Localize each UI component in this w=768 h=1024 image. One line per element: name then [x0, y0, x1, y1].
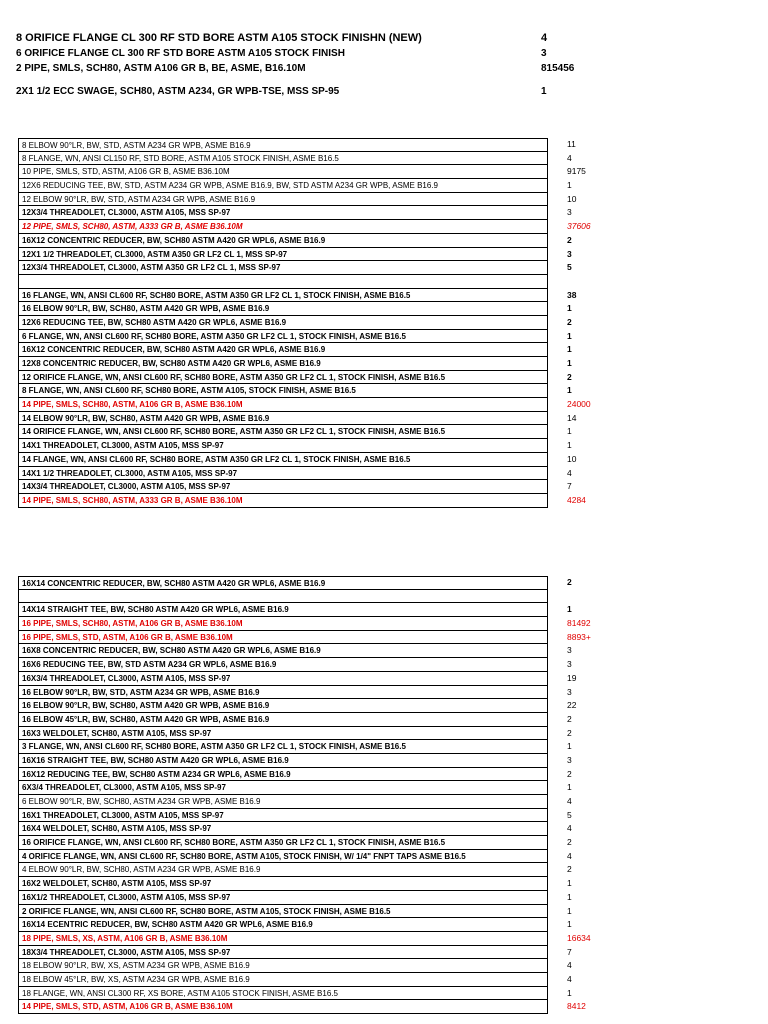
item-description: 12X8 CONCENTRIC REDUCER, BW, SCH80 ASTM A420 GR WPL6, ASME B16.9	[18, 357, 548, 371]
item-quantity: 7	[567, 946, 572, 957]
table-row	[18, 289, 618, 303]
item-description: 12X3/4 THREADOLET, CL3000, ASTM A105, MSS SP-97	[18, 206, 548, 220]
item-description: 8 FLANGE, WN, ANSI CL600 RF, SCH80 BORE, ASTM A105, STOCK FINISH, ASME B16.5	[18, 384, 548, 398]
table-row	[18, 480, 618, 494]
item-quantity: 2	[567, 837, 572, 848]
item-description: 14X1 THREADOLET, CL3000, ASTM A105, MSS SP-97	[18, 439, 548, 453]
item-description: 16X4 WELDOLET, SCH80, ASTM A105, MSS SP-97	[18, 822, 548, 836]
item-quantity: 5	[567, 262, 572, 273]
table-row	[18, 371, 618, 385]
item-quantity: 4	[567, 152, 572, 163]
table-row	[18, 425, 618, 439]
table-row	[18, 946, 618, 960]
item-description: 16X3/4 THREADOLET, CL3000, ASTM A105, MSS SP-97	[18, 672, 548, 686]
table-row	[18, 877, 618, 891]
table-row	[18, 412, 618, 426]
header-line-3-desc: 2 PIPE, SMLS, SCH80, ASTM A106 GR B, BE, ASME, B16.10M	[16, 63, 306, 74]
item-quantity: 1	[567, 891, 572, 902]
item-quantity: 10	[567, 453, 577, 464]
table-row	[18, 822, 618, 836]
item-quantity: 1	[567, 180, 572, 191]
item-quantity: 37606	[567, 221, 591, 232]
item-description: 18X3/4 THREADOLET, CL3000, ASTM A105, MSS SP-97	[18, 946, 548, 960]
item-quantity: 4	[567, 960, 572, 971]
item-quantity: 19	[567, 672, 577, 683]
item-quantity: 4	[567, 973, 572, 984]
item-quantity: 81492	[567, 618, 591, 629]
item-description: 14 PIPE, SMLS, STD, ASTM, A106 GR B, ASME B36.10M	[18, 1000, 548, 1014]
item-description	[18, 275, 548, 289]
item-quantity: 1	[567, 919, 572, 930]
table-row	[18, 398, 618, 412]
item-description: 6 ELBOW 90°LR, BW, SCH80, ASTM A234 GR WPB, ASME B16.9	[18, 795, 548, 809]
item-quantity: 1	[567, 782, 572, 793]
item-description: 16X1/2 THREADOLET, CL3000, ASTM A105, MSS SP-97	[18, 891, 548, 905]
item-description: 14X3/4 THREADOLET, CL3000, ASTM A105, MSS SP-97	[18, 480, 548, 494]
table-row	[18, 905, 618, 919]
item-description: 8 ELBOW 90°LR, BW, STD, ASTM A234 GR WPB, ASME B16.9	[18, 138, 548, 152]
item-quantity: 3	[567, 686, 572, 697]
table-row	[18, 193, 618, 207]
item-quantity: 3	[567, 754, 572, 765]
item-description: 12 PIPE, SMLS, SCH80, ASTM, A333 GR B, ASME B36.10M	[18, 220, 548, 234]
item-description: 16X12 CONCENTRIC REDUCER, BW, SCH80 ASTM A420 GR WPL6, ASME B16.9	[18, 343, 548, 357]
item-description: 14X14 STRAIGHT TEE, BW, SCH80 ASTM A420 GR WPL6, ASME B16.9	[18, 603, 548, 617]
table-row	[18, 179, 618, 193]
item-description: 16 ELBOW 90°LR, BW, SCH80, ASTM A420 GR WPB, ASME B16.9	[18, 302, 548, 316]
item-quantity: 4	[567, 823, 572, 834]
item-quantity: 4	[567, 467, 572, 478]
item-description: 16X14 CONCENTRIC REDUCER, BW, SCH80 ASTM A420 GR WPL6, ASME B16.9	[18, 576, 548, 590]
item-description: 16X16 STRAIGHT TEE, BW, SCH80 ASTM A420 GR WPL6, ASME B16.9	[18, 754, 548, 768]
item-description: 4 ORIFICE FLANGE, WN, ANSI CL600 RF, SCH80 BORE, ASTM A105, STOCK FINISH, W/ 1/4" FNPT TAPS ASME B16.5	[18, 850, 548, 864]
table-row	[18, 330, 618, 344]
table-row	[18, 248, 618, 262]
table-row	[18, 343, 618, 357]
table-row	[18, 918, 618, 932]
item-quantity: 38	[567, 289, 577, 300]
table-row	[18, 699, 618, 713]
table-row	[18, 809, 618, 823]
item-description: 8 FLANGE, WN, ANSI CL150 RF, STD BORE, ASTM A105 STOCK FINISH, ASME B16.5	[18, 152, 548, 166]
item-description: 16X14 ECENTRIC REDUCER, BW, SCH80 ASTM A420 GR WPL6, ASME B16.9	[18, 918, 548, 932]
table-row	[18, 959, 618, 973]
item-quantity: 9175	[567, 166, 586, 177]
table-row	[18, 603, 618, 617]
item-description: 3 FLANGE, WN, ANSI CL600 RF, SCH80 BORE, ASTM A350 GR LF2 CL 1, STOCK FINISH, ASME B16.5	[18, 740, 548, 754]
item-quantity: 1	[567, 385, 572, 396]
item-description: 12X6 REDUCING TEE, BW, STD, ASTM A234 GR WPB, ASME B16.9, BW, STD ASTM A234 GR WPB, ASME B16.9	[18, 179, 548, 193]
item-quantity: 1	[567, 330, 572, 341]
item-quantity: 1	[567, 358, 572, 368]
header-line-2-qty: 3	[541, 48, 547, 59]
table-row	[18, 686, 618, 700]
item-quantity: 5	[567, 809, 572, 820]
item-description: 16 ELBOW 90°LR, BW, STD, ASTM A234 GR WPB, ASME B16.9	[18, 686, 548, 700]
item-description: 16X8 CONCENTRIC REDUCER, BW, SCH80 ASTM A420 GR WPL6, ASME B16.9	[18, 644, 548, 658]
table-row	[18, 727, 618, 741]
header-line-4-qty: 1	[541, 86, 547, 97]
table-row	[18, 220, 618, 234]
table-row	[18, 658, 618, 672]
table-row	[18, 713, 618, 727]
material-table-2	[18, 576, 618, 1014]
table-row	[18, 850, 618, 864]
item-description: 12X3/4 THREADOLET, CL3000, ASTM A350 GR LF2 CL 1, MSS SP-97	[18, 261, 548, 275]
table-row	[18, 891, 618, 905]
table-row	[18, 590, 618, 604]
item-description	[18, 590, 548, 604]
table-row	[18, 863, 618, 877]
header-line-1-desc: 8 ORIFICE FLANGE CL 300 RF STD BORE ASTM A105 STOCK FINISHN (NEW)	[16, 32, 422, 44]
item-quantity: 8893+	[567, 631, 591, 642]
item-quantity: 2	[567, 371, 572, 382]
table-row	[18, 165, 618, 179]
item-description: 14X1 1/2 THREADOLET, CL3000, ASTM A105, MSS SP-97	[18, 467, 548, 481]
table-row	[18, 357, 618, 371]
table-row	[18, 768, 618, 782]
item-quantity: 3	[567, 207, 572, 218]
item-description: 2 ORIFICE FLANGE, WN, ANSI CL600 RF, SCH80 BORE, ASTM A105, STOCK FINISH, ASME B16.5	[18, 905, 548, 919]
table-row	[18, 631, 618, 645]
table-row	[18, 932, 618, 946]
item-description: 18 PIPE, SMLS, XS, ASTM, A106 GR B, ASME B36.10M	[18, 932, 548, 946]
item-description: 16 ELBOW 90°LR, BW, SCH80, ASTM A420 GR WPB, ASME B16.9	[18, 699, 548, 713]
table-row	[18, 316, 618, 330]
table-row	[18, 576, 618, 590]
item-description: 16 PIPE, SMLS, STD, ASTM, A106 GR B, ASME B36.10M	[18, 631, 548, 645]
header-line-4-desc: 2X1 1/2 ECC SWAGE, SCH80, ASTM A234, GR WPB-TSE, MSS SP-95	[16, 86, 340, 97]
table-row	[18, 740, 618, 754]
item-quantity: 1	[567, 426, 572, 437]
table-row	[18, 672, 618, 686]
item-description: 14 ELBOW 90°LR, BW, SCH80, ASTM A420 GR WPB, ASME B16.9	[18, 412, 548, 426]
item-quantity: 1	[567, 604, 572, 615]
item-quantity: 3	[567, 248, 572, 259]
item-quantity: 7	[567, 481, 572, 492]
item-description: 10 PIPE, SMLS, STD, ASTM, A106 GR B, ASME B36.10M	[18, 165, 548, 179]
item-quantity: 2	[567, 316, 572, 327]
item-description: 12 ELBOW 90°LR, BW, STD, ASTM A234 GR WPB, ASME B16.9	[18, 193, 548, 207]
item-quantity: 1	[567, 905, 572, 916]
table-row	[18, 275, 618, 289]
table-row	[18, 261, 618, 275]
table-row	[18, 206, 618, 220]
item-quantity: 2	[567, 234, 572, 245]
item-quantity: 1	[567, 344, 572, 355]
item-description: 16 PIPE, SMLS, SCH80, ASTM, A106 GR B, ASME B36.10M	[18, 617, 548, 631]
table-row	[18, 836, 618, 850]
item-quantity: 1	[567, 440, 572, 451]
item-description: 18 ELBOW 90°LR, BW, XS, ASTM A234 GR WPB, ASME B16.9	[18, 959, 548, 973]
table-row	[18, 384, 618, 398]
item-description: 14 PIPE, SMLS, SCH80, ASTM, A333 GR B, ASME B36.10M	[18, 494, 548, 508]
item-quantity: 1	[567, 987, 572, 998]
item-description: 16X12 REDUCING TEE, BW, SCH80 ASTM A234 GR WPL6, ASME B16.9	[18, 768, 548, 782]
table-row	[18, 973, 618, 987]
table-row	[18, 494, 618, 508]
header-line-2-desc: 6 ORIFICE FLANGE CL 300 RF STD BORE ASTM A105 STOCK FINISH	[16, 48, 345, 59]
item-description: 16 ORIFICE FLANGE, WN, ANSI CL600 RF, SCH80 BORE, ASTM A350 GR LF2 CL 1, STOCK FINISH, ASME B16.5	[18, 836, 548, 850]
item-quantity: 3	[567, 659, 572, 670]
item-description: 12X1 1/2 THREADOLET, CL3000, ASTM A350 GR LF2 CL 1, MSS SP-97	[18, 248, 548, 262]
table-row	[18, 795, 618, 809]
item-description: 6 FLANGE, WN, ANSI CL600 RF, SCH80 BORE, ASTM A350 GR LF2 CL 1, STOCK FINISH, ASME B16.5	[18, 330, 548, 344]
item-description: 16X3 WELDOLET, SCH80, ASTM A105, MSS SP-97	[18, 727, 548, 741]
header-line-1-qty: 4	[541, 32, 548, 44]
item-description: 16X12 CONCENTRIC REDUCER, BW, SCH80 ASTM A420 GR WPL6, ASME B16.9	[18, 234, 548, 248]
table-row	[18, 302, 618, 316]
item-description: 6X3/4 THREADOLET, CL3000, ASTM A105, MSS SP-97	[18, 781, 548, 795]
item-description: 14 PIPE, SMLS, SCH80, ASTM, A106 GR B, ASME B36.10M	[18, 398, 548, 412]
item-description: 4 ELBOW 90°LR, BW, SCH80, ASTM A234 GR WPB, ASME B16.9	[18, 863, 548, 877]
item-quantity: 1	[567, 878, 572, 889]
header-line-3-qty: 815456	[541, 63, 575, 74]
item-description: 16X2 WELDOLET, SCH80, ASTM A105, MSS SP-97	[18, 877, 548, 891]
item-description: 18 ELBOW 45°LR, BW, XS, ASTM A234 GR WPB, ASME B16.9	[18, 973, 548, 987]
item-quantity: 16634	[567, 932, 591, 943]
item-description: 12X6 REDUCING TEE, BW, SCH80 ASTM A420 GR WPL6, ASME B16.9	[18, 316, 548, 330]
item-quantity: 4284	[567, 494, 586, 505]
table-row	[18, 439, 618, 453]
table-row	[18, 467, 618, 481]
item-quantity: 22	[567, 700, 577, 711]
item-description: 16 FLANGE, WN, ANSI CL600 RF, SCH80 BORE, ASTM A350 GR LF2 CL 1, STOCK FINISH, ASME B16.5	[18, 289, 548, 303]
table-row	[18, 1000, 618, 1014]
item-quantity: 2	[567, 727, 572, 738]
table-row	[18, 617, 618, 631]
item-quantity: 2	[567, 768, 572, 779]
item-quantity: 24000	[567, 399, 591, 410]
material-table-1	[18, 138, 618, 508]
table-row	[18, 453, 618, 467]
table-row	[18, 754, 618, 768]
item-quantity: 3	[567, 645, 572, 656]
item-quantity: 1	[567, 741, 572, 752]
item-quantity: 14	[567, 412, 577, 423]
item-description: 16X6 REDUCING TEE, BW, STD ASTM A234 GR WPL6, ASME B16.9	[18, 658, 548, 672]
table-row	[18, 781, 618, 795]
table-row	[18, 987, 618, 1001]
item-quantity: 10	[567, 193, 577, 204]
table-row	[18, 152, 618, 166]
item-quantity: 11	[567, 139, 576, 149]
item-quantity: 4	[567, 850, 572, 861]
item-quantity: 4	[567, 796, 572, 806]
item-description: 14 ORIFICE FLANGE, WN, ANSI CL600 RF, SCH80 BORE, ASTM A350 GR LF2 CL 1, STOCK FINISH, ASME B16.5	[18, 425, 548, 439]
item-quantity: 1	[567, 303, 572, 314]
item-description: 18 FLANGE, WN, ANSI CL300 RF, XS BORE, ASTM A105 STOCK FINISH, ASME B16.5	[18, 987, 548, 1001]
table-row	[18, 234, 618, 248]
item-quantity: 8412	[567, 1001, 586, 1012]
table-row	[18, 644, 618, 658]
item-description: 14 FLANGE, WN, ANSI CL600 RF, SCH80 BORE, ASTM A350 GR LF2 CL 1, STOCK FINISH, ASME B16.5	[18, 453, 548, 467]
item-quantity: 2	[567, 864, 572, 875]
item-description: 16 ELBOW 45°LR, BW, SCH80, ASTM A420 GR WPB, ASME B16.9	[18, 713, 548, 727]
item-quantity: 2	[567, 577, 572, 587]
item-quantity: 2	[567, 713, 572, 724]
table-row	[18, 138, 618, 152]
item-description: 12 ORIFICE FLANGE, WN, ANSI CL600 RF, SCH80 BORE, ASTM A350 GR LF2 CL 1, STOCK FINISH, ASME B16.5	[18, 371, 548, 385]
item-description: 16X1 THREADOLET, CL3000, ASTM A105, MSS SP-97	[18, 809, 548, 823]
